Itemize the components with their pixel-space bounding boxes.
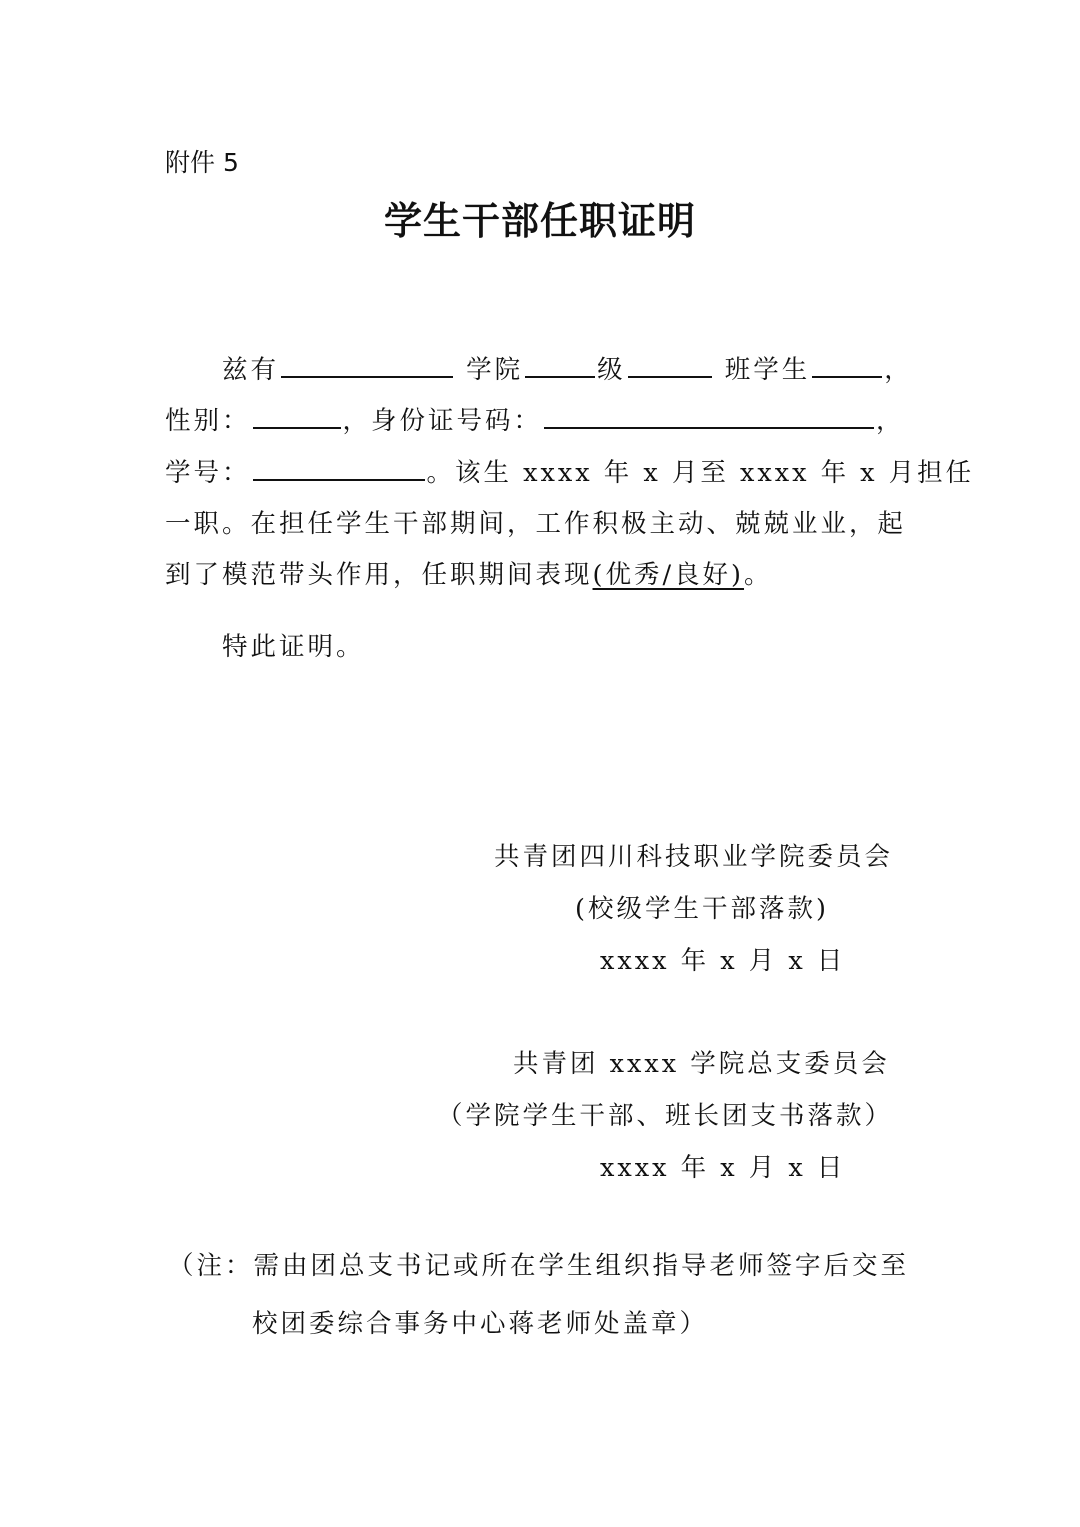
attachment-label: 附件 5: [165, 148, 239, 177]
body-line-2: [165, 401, 905, 437]
text-student-no: 学号：: [165, 458, 251, 488]
grade-blank: [525, 352, 595, 378]
signature1-date: xxxx 年 x 月 x 日: [600, 946, 846, 976]
student-name-blank: [812, 352, 882, 378]
signature2-org: 共青团 xxxx 学院总支委员会: [513, 1049, 890, 1079]
text-comma: ，: [884, 355, 913, 385]
text-performance: 到了模范带头作用，任职期间表现: [165, 560, 593, 590]
text-period: 。该生 xxxx 年 x 月至 xxxx 年 x 月担任: [426, 458, 975, 488]
certify-text: 特此证明。: [222, 632, 365, 662]
body-line-1: [222, 350, 913, 386]
text-college: 学院: [466, 355, 524, 385]
signature2-date: xxxx 年 x 月 x 日: [600, 1153, 846, 1183]
text-grade: 级: [597, 355, 626, 385]
body-line-4: 一职。在担任学生干部期间，工作积极主动、兢兢业业，起: [165, 509, 907, 539]
id-number-blank: [544, 403, 874, 429]
college-name-blank: [281, 352, 453, 378]
text-end: 。: [744, 560, 773, 590]
text-ziyou: 兹有: [222, 355, 280, 385]
signature2-note: （学院学生干部、班长团支书落款）: [437, 1101, 894, 1131]
class-blank: [628, 352, 712, 378]
footnote-line-2: 校团委综合事务中心蒋老师处盖章）: [252, 1309, 709, 1339]
page-title: 学生干部任职证明: [383, 199, 696, 243]
text-class-student: 班学生: [724, 355, 811, 385]
gender-blank: [253, 403, 341, 429]
text-comma-2: ，: [876, 406, 905, 436]
body-line-3: [165, 453, 974, 489]
text-gender: 性别：: [165, 406, 251, 436]
body-line-5: [165, 555, 773, 591]
text-id-number: ，身份证号码：: [342, 406, 543, 436]
performance-options: (优秀/良好): [592, 560, 745, 590]
footnote-line-1: （注：需由团总支书记或所在学生组织指导老师签字后交至: [168, 1251, 910, 1281]
signature1-note: (校级学生干部落款): [575, 894, 829, 924]
signature1-org: 共青团四川科技职业学院委员会: [494, 842, 894, 872]
student-no-blank: [253, 455, 425, 481]
